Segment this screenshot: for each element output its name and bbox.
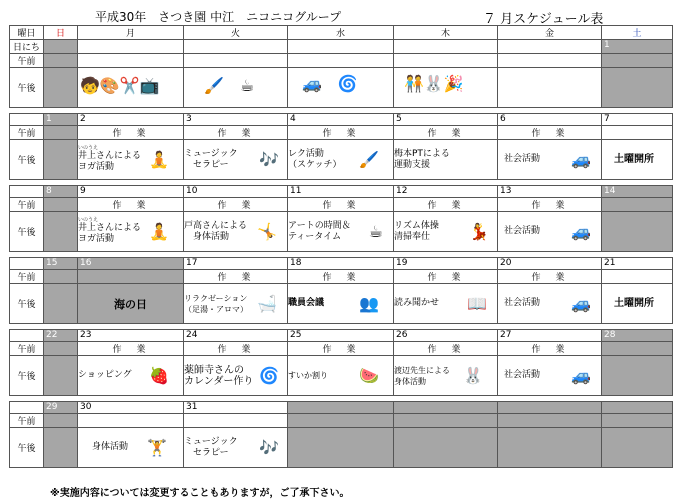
music-icon: 🎶 — [259, 438, 279, 457]
weekday-fri: 金 — [498, 26, 602, 40]
people-icon: 🧑‍🤝‍🧑🐰🎉 — [404, 74, 464, 93]
calendar-icon: 🌀 — [259, 366, 279, 385]
activity-cell: 梅本PTによる 運動支援 — [394, 140, 498, 180]
meeting-icon: 👥 — [359, 294, 379, 313]
am-label: 午前 — [10, 54, 44, 68]
activity-cell: 社会活動 🚙 — [498, 140, 602, 180]
week0-thu-icons — [394, 68, 498, 108]
activity-cell: 土曜開所 — [602, 140, 673, 180]
activity-cell: レク活動 （スケッチ） 🖌️ — [288, 140, 394, 180]
car-icon: 🚙 — [571, 222, 591, 241]
teacup-icon: ☕ — [368, 222, 383, 241]
week0-tue-icons — [184, 68, 288, 108]
schedule-title: ７ 月スケジュール表 — [483, 12, 604, 27]
schedule-table: 曜日 日 月 火 水 木 金 土 日にち 1 午前 午後 🧒🎨✂️📺 🖌️ ☕ 🚙 🌀 🧑‍🤝‍🧑🐰🎉 1 2 3 4 5 6 7 午前 作 業 作 業 作 業 作 業 作 業 午後 いのうえ 井上さんによる ヨガ活動 🧘 ミュージック セラピー 🎶 レク活動 （スケッチ） 🖌️ 梅本PTによる 運動支援 社会活動 🚙 土曜開所 8 9 10 11 12 13 14 午前 作 業 作 業 作 業 作 業 作 業 午後 いのうえ 井上さんによる ヨガ活動 🧘 戸高さんによる 身体活動 🤸 アートの時間＆ ティータイム ☕ リズム体操 清掃奉仕 💃 社会活動 🚙 15 16 17 18 19 20 21 午前 作 業 作 業 作 業 作 業 午後 海の日 リラクゼーション （足湯・アロマ） 🛁 職員会議 👥 読み聞かせ 📖 社会活動 🚙 土曜開所 22 23 24 25 26 27 28 午前 作 業 作 業 作 業 作 業 作 業 午後 ショッピング 🍓 薬師寺さんの カレンダー作り 🌀 すいか割り 🍉 渡辺先生による 身体活動 🐰 社会活動 🚙 29 30 31 午前 午後 身体活動 🏋️ ミュージック セラピー 🎶 — [9, 25, 673, 468]
weekday-sat: 土 — [602, 26, 673, 40]
date-cell: 3 — [184, 114, 288, 126]
car-icon: 🚙 🌀 — [302, 74, 358, 93]
activity-cell: ミュージック セラピー 🎶 — [184, 140, 288, 180]
yoga-icon: 🧘 — [149, 222, 169, 241]
weekday-label: 曜日 — [10, 26, 44, 40]
music-icon: 🎶 — [259, 150, 279, 169]
week0-mon-icons — [78, 68, 184, 108]
schedule-header — [0, 6, 680, 26]
car-icon: 🚙 — [571, 366, 591, 385]
footbath-icon: 🛁 — [257, 294, 277, 313]
paint-icon: 🖌️ ☕ — [204, 76, 255, 95]
paint-icon: 🖌️ — [359, 150, 379, 169]
book-icon: 📖 — [467, 294, 487, 313]
weekday-sun: 日 — [44, 26, 78, 40]
date-cell: 5 — [394, 114, 498, 126]
kids-icon: 🧒🎨✂️📺 — [80, 76, 160, 95]
pm-label: 午後 — [10, 68, 44, 108]
holiday-cell: 海の日 — [78, 284, 184, 324]
date-cell: 4 — [288, 114, 394, 126]
date-cell: 7 — [602, 114, 673, 126]
weekday-thu: 木 — [394, 26, 498, 40]
yoga-icon: 🧘 — [149, 150, 169, 169]
date-label: 日にち — [10, 40, 44, 54]
weekday-tue: 火 — [184, 26, 288, 40]
group-title: 平成30年 さつき園 中江 ニコニコグループ — [95, 10, 342, 24]
date-cell: 2 — [78, 114, 184, 126]
rabbit-icon: 🐰 — [463, 366, 483, 385]
weekday-mon: 月 — [78, 26, 184, 40]
exercise-icon: 🏋️ — [147, 438, 167, 457]
footer-note: ※実施内容については変更することもありますが，ご了承下さい。 — [50, 488, 350, 499]
dance-icon: 💃 — [469, 222, 489, 241]
car-icon: 🚙 — [571, 150, 591, 169]
exercise-icon: 🤸 — [257, 222, 277, 241]
weekday-wed: 水 — [288, 26, 394, 40]
activity-cell: いのうえ 井上さんによる ヨガ活動 🧘 — [78, 140, 184, 180]
watermelon-icon: 🍉 — [359, 366, 379, 385]
week0-wed-icons — [288, 68, 394, 108]
date-cell: 6 — [498, 114, 602, 126]
car-icon: 🚙 — [571, 294, 591, 313]
strawberry-icon: 🍓 — [149, 366, 169, 385]
